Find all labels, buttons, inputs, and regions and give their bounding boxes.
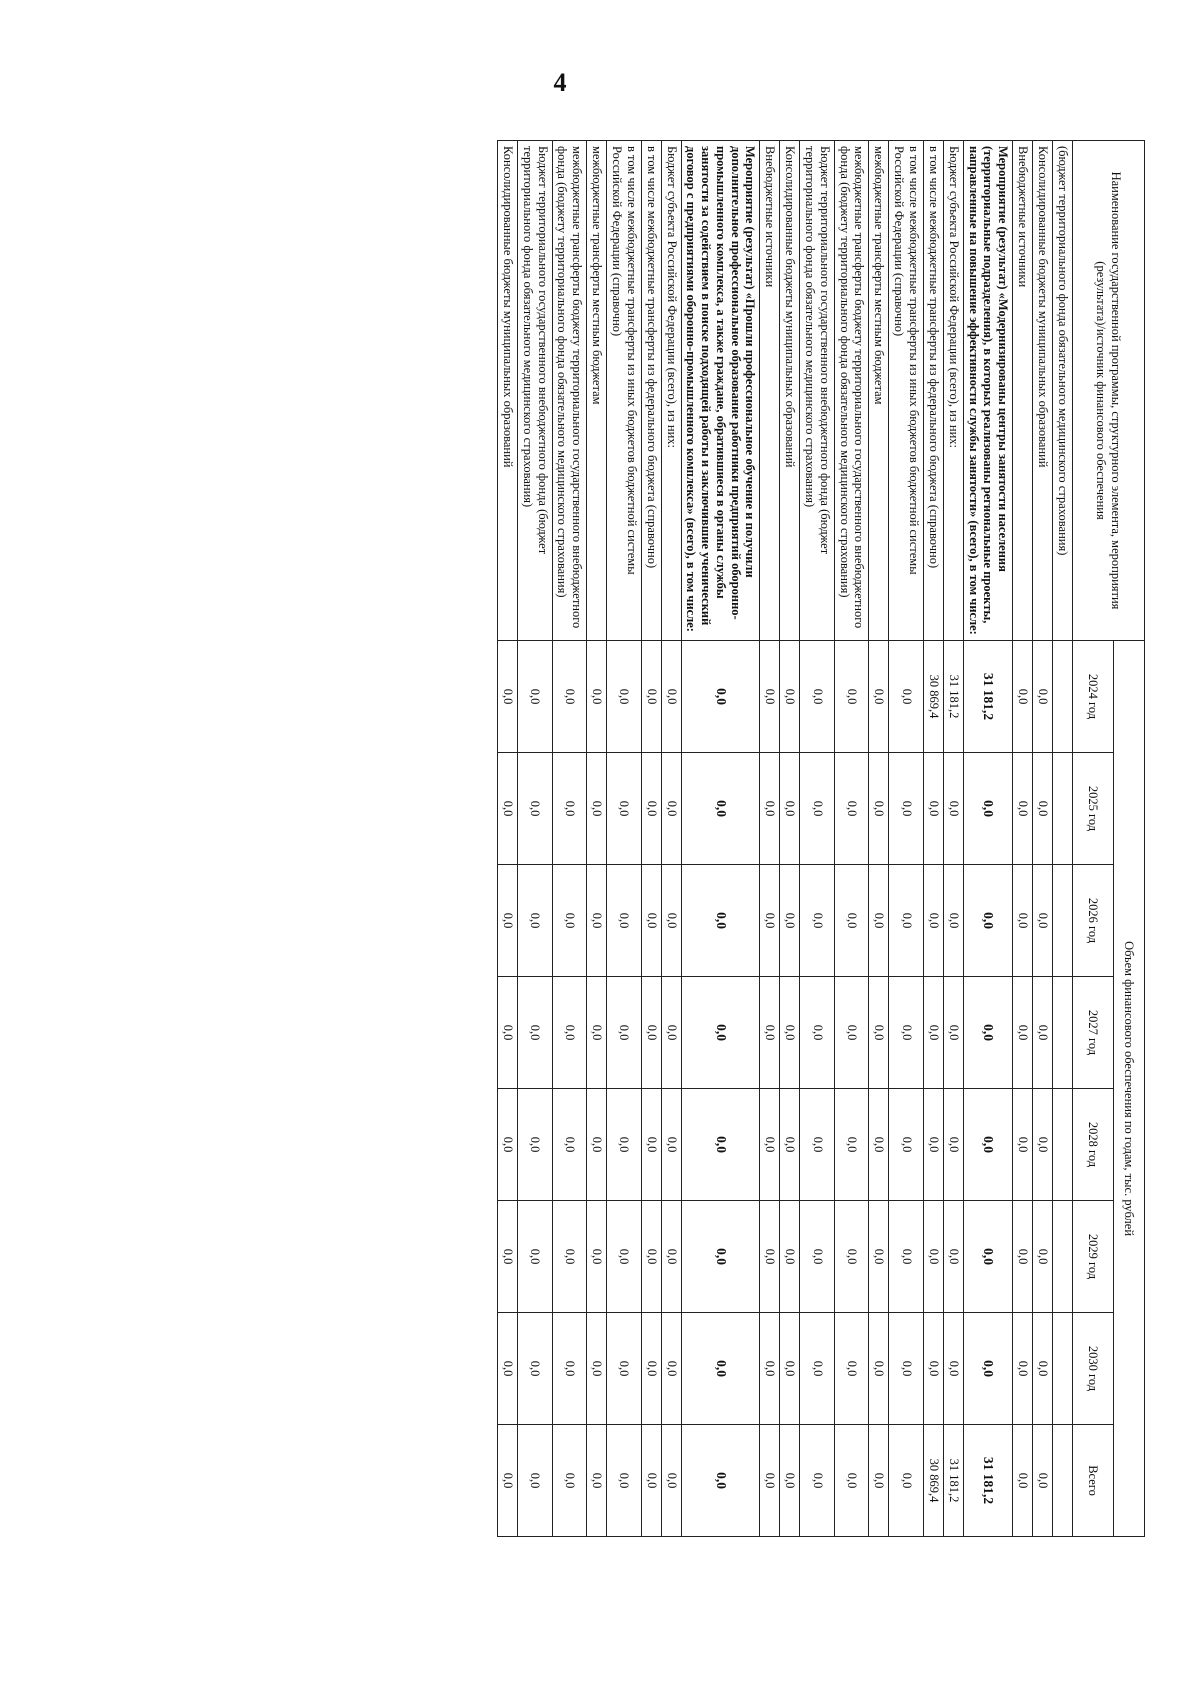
row-label: Мероприятие (результат) «Прошли профессиональное обучение и получили дополнительное профессиональное образование работники предприятий оборонно-промышленного комплекса, а также граждане, обратившиеся в органы службы занятости за содействием в поиске подходящей работы и заключившие ученический договор с предприятиями оборонно-промышленного комплекса» (всего), в том числе:	[681, 141, 760, 641]
row-label: (бюджет территориального фонда обязательного медицинского страхования)	[1053, 141, 1073, 641]
row-year-value: 0,0	[661, 753, 681, 865]
row-year-value	[1053, 977, 1073, 1089]
row-year-value: 0,0	[641, 641, 661, 753]
table-row	[1013, 141, 1033, 1537]
table-row	[760, 141, 780, 1537]
header-year: 2028 год	[1073, 1089, 1114, 1201]
row-year-value: 0,0	[641, 977, 661, 1089]
row-total-value: 0,0	[869, 1425, 889, 1537]
row-year-value: 0,0	[835, 641, 870, 753]
row-year-value: 0,0	[1033, 753, 1053, 865]
row-year-value	[1053, 1089, 1073, 1201]
row-year-value: 0,0	[835, 1201, 870, 1313]
row-year-value: 0,0	[869, 1089, 889, 1201]
row-label: межбюджетные трансферты бюджету территориального государственного внебюджетного фонда (бюджету территориального фонда обязательного медицинского страхования)	[552, 141, 587, 641]
table-row	[924, 141, 944, 1537]
row-total-value: 0,0	[607, 1425, 642, 1537]
row-label: межбюджетные трансферты местным бюджетам	[869, 141, 889, 641]
row-year-value: 0,0	[835, 753, 870, 865]
row-year-value: 0,0	[1013, 977, 1033, 1089]
row-year-value: 0,0	[641, 1089, 661, 1201]
table-row	[889, 141, 924, 1537]
table-row	[800, 141, 835, 1537]
row-total-value: 31 181,2	[964, 1425, 1013, 1537]
row-year-value: 0,0	[889, 1201, 924, 1313]
header-total: Всего	[1073, 1425, 1114, 1537]
row-year-value: 0,0	[835, 1089, 870, 1201]
row-year-value: 0,0	[780, 977, 800, 1089]
financing-table	[497, 140, 1145, 1537]
table-row	[780, 141, 800, 1537]
header-financing-group: Объем финансового обеспечения по годам, тыс. рублей	[1114, 641, 1145, 1537]
header-row-group	[1114, 141, 1145, 1537]
table-row	[641, 141, 661, 1537]
row-total-value: 0,0	[1033, 1425, 1053, 1537]
row-year-value: 0,0	[641, 753, 661, 865]
row-total-value: 0,0	[760, 1425, 780, 1537]
row-year-value: 0,0	[944, 1313, 964, 1425]
row-year-value: 0,0	[944, 753, 964, 865]
row-year-value: 0,0	[661, 1089, 681, 1201]
row-year-value: 0,0	[607, 1089, 642, 1201]
row-year-value: 0,0	[1033, 1313, 1053, 1425]
row-total-value: 0,0	[498, 1425, 518, 1537]
table-body	[498, 141, 1073, 1537]
row-year-value: 0,0	[661, 865, 681, 977]
page-number: 4	[553, 68, 567, 97]
row-label: Бюджет территориального государственного внебюджетного фонда (бюджет территориального фонда обязательного медицинского страхования)	[800, 141, 835, 641]
row-year-value: 0,0	[760, 977, 780, 1089]
row-total-value: 0,0	[661, 1425, 681, 1537]
row-year-value: 0,0	[1033, 977, 1053, 1089]
row-year-value: 0,0	[869, 641, 889, 753]
table-row	[944, 141, 964, 1537]
row-year-value: 0,0	[964, 1313, 1013, 1425]
row-year-value: 0,0	[587, 1313, 607, 1425]
row-total-value: 0,0	[641, 1425, 661, 1537]
row-year-value: 0,0	[835, 865, 870, 977]
row-year-value: 0,0	[607, 1201, 642, 1313]
row-year-value: 0,0	[800, 641, 835, 753]
row-year-value: 0,0	[800, 977, 835, 1089]
row-year-value	[1053, 1201, 1073, 1313]
row-total-value: 0,0	[835, 1425, 870, 1537]
row-label: межбюджетные трансферты местным бюджетам	[587, 141, 607, 641]
row-label: Мероприятие (результат) «Модернизированы центры занятости населения (территориальные подразделения), в которых реализованы региональные проекты, направленные на повышение эффективности службы занятости» (всего), в том числе:	[964, 141, 1013, 641]
row-year-value: 0,0	[552, 641, 587, 753]
row-year-value: 0,0	[552, 1313, 587, 1425]
row-year-value: 0,0	[760, 1089, 780, 1201]
table-row	[607, 141, 642, 1537]
row-year-value: 0,0	[641, 865, 661, 977]
row-label: в том числе межбюджетные трансферты из иных бюджетов бюджетной системы Российской Федерации (справочно)	[889, 141, 924, 641]
row-year-value: 0,0	[661, 1313, 681, 1425]
row-year-value: 0,0	[869, 977, 889, 1089]
row-year-value: 0,0	[800, 753, 835, 865]
header-year: 2029 год	[1073, 1201, 1114, 1313]
row-year-value: 0,0	[889, 753, 924, 865]
row-total-value: 0,0	[681, 1425, 760, 1537]
row-year-value	[1053, 641, 1073, 753]
row-year-value: 0,0	[835, 977, 870, 1089]
row-total-value: 30 869,4	[924, 1425, 944, 1537]
row-year-value: 0,0	[552, 977, 587, 1089]
row-total-value: 0,0	[780, 1425, 800, 1537]
row-year-value: 0,0	[760, 641, 780, 753]
row-year-value: 0,0	[498, 753, 518, 865]
row-year-value: 0,0	[924, 865, 944, 977]
row-year-value: 0,0	[518, 1313, 553, 1425]
row-year-value	[1053, 753, 1073, 865]
row-year-value	[1053, 865, 1073, 977]
row-year-value: 0,0	[587, 641, 607, 753]
row-year-value: 0,0	[869, 865, 889, 977]
row-year-value: 0,0	[869, 1313, 889, 1425]
row-year-value: 0,0	[835, 1313, 870, 1425]
row-year-value: 0,0	[869, 753, 889, 865]
row-label: Консолидированные бюджеты муниципальных образований	[780, 141, 800, 641]
table-row	[681, 141, 760, 1537]
row-label: Бюджет субъекта Российской Федерации (всего), из них:	[944, 141, 964, 641]
row-year-value: 0,0	[641, 1201, 661, 1313]
row-year-value: 0,0	[681, 977, 760, 1089]
row-year-value: 0,0	[964, 753, 1013, 865]
row-year-value: 0,0	[1013, 1201, 1033, 1313]
row-year-value: 0,0	[800, 1313, 835, 1425]
row-year-value: 0,0	[498, 1089, 518, 1201]
row-year-value: 0,0	[552, 1089, 587, 1201]
row-year-value: 0,0	[518, 1201, 553, 1313]
row-year-value: 0,0	[498, 865, 518, 977]
row-label: в том числе межбюджетные трансферты из федерального бюджета (справочно)	[924, 141, 944, 641]
row-label: Внебюджетные источники	[1013, 141, 1033, 641]
row-year-value: 0,0	[944, 1089, 964, 1201]
row-year-value: 0,0	[780, 1089, 800, 1201]
row-year-value: 0,0	[1033, 865, 1053, 977]
row-total-value: 0,0	[587, 1425, 607, 1537]
row-year-value	[1053, 1313, 1073, 1425]
row-year-value: 0,0	[518, 977, 553, 1089]
row-label: Консолидированные бюджеты муниципальных образований	[1033, 141, 1053, 641]
row-year-value: 0,0	[1013, 753, 1033, 865]
row-year-value: 0,0	[587, 1201, 607, 1313]
row-label: межбюджетные трансферты бюджету территориального государственного внебюджетного фонда (бюджету территориального фонда обязательного медицинского страхования)	[835, 141, 870, 641]
row-total-value	[1053, 1425, 1073, 1537]
row-year-value: 31 181,2	[944, 641, 964, 753]
row-total-value: 0,0	[1013, 1425, 1033, 1537]
row-year-value: 0,0	[944, 1201, 964, 1313]
row-year-value: 0,0	[760, 1313, 780, 1425]
row-year-value: 0,0	[1033, 641, 1053, 753]
row-year-value: 0,0	[1013, 1313, 1033, 1425]
row-year-value: 0,0	[681, 865, 760, 977]
row-label: Внебюджетные источники	[760, 141, 780, 641]
row-year-value: 0,0	[1013, 641, 1033, 753]
row-year-value: 0,0	[800, 865, 835, 977]
row-year-value: 0,0	[889, 641, 924, 753]
table-row	[964, 141, 1013, 1537]
row-year-value: 0,0	[681, 1089, 760, 1201]
row-year-value: 0,0	[587, 753, 607, 865]
row-year-value: 0,0	[780, 1313, 800, 1425]
row-year-value: 0,0	[681, 641, 760, 753]
header-year: 2030 год	[1073, 1313, 1114, 1425]
row-year-value: 30 869,4	[924, 641, 944, 753]
header-year: 2024 год	[1073, 641, 1114, 753]
row-year-value: 0,0	[760, 753, 780, 865]
header-year: 2026 год	[1073, 865, 1114, 977]
row-year-value: 0,0	[607, 641, 642, 753]
table-row	[661, 141, 681, 1537]
row-year-value: 0,0	[800, 1201, 835, 1313]
row-year-value: 0,0	[587, 1089, 607, 1201]
row-year-value: 0,0	[661, 977, 681, 1089]
row-year-value: 0,0	[780, 1201, 800, 1313]
row-year-value: 0,0	[681, 1201, 760, 1313]
row-year-value: 0,0	[889, 977, 924, 1089]
row-year-value: 0,0	[924, 1313, 944, 1425]
row-label: Бюджет субъекта Российской Федерации (всего), из них:	[661, 141, 681, 641]
rotated-table-container	[225, 140, 1145, 1536]
row-total-value: 0,0	[518, 1425, 553, 1537]
row-label: в том числе межбюджетные трансферты из федерального бюджета (справочно)	[641, 141, 661, 641]
row-year-value: 0,0	[780, 753, 800, 865]
row-year-value: 0,0	[800, 1089, 835, 1201]
row-year-value: 0,0	[780, 641, 800, 753]
header-year: 2027 год	[1073, 977, 1114, 1089]
row-year-value: 0,0	[889, 1089, 924, 1201]
row-year-value: 0,0	[498, 1201, 518, 1313]
row-year-value: 0,0	[518, 865, 553, 977]
table-row	[518, 141, 553, 1537]
row-year-value: 0,0	[760, 865, 780, 977]
row-year-value: 0,0	[944, 865, 964, 977]
row-year-value: 0,0	[498, 1313, 518, 1425]
row-year-value: 0,0	[889, 865, 924, 977]
table-row	[1053, 141, 1073, 1537]
row-year-value: 0,0	[552, 1201, 587, 1313]
row-year-value: 0,0	[587, 865, 607, 977]
row-year-value: 0,0	[1013, 865, 1033, 977]
row-year-value: 0,0	[661, 1201, 681, 1313]
row-year-value: 0,0	[661, 641, 681, 753]
row-year-value: 0,0	[518, 1089, 553, 1201]
row-year-value: 0,0	[1033, 1089, 1053, 1201]
row-label: Бюджет территориального государственного внебюджетного фонда (бюджет территориального фонда обязательного медицинского страхования)	[518, 141, 553, 641]
row-year-value: 0,0	[924, 1201, 944, 1313]
row-total-value: 31 181,2	[944, 1425, 964, 1537]
header-year: 2025 год	[1073, 753, 1114, 865]
row-label: Консолидированные бюджеты муниципальных образований	[498, 141, 518, 641]
row-total-value: 0,0	[800, 1425, 835, 1537]
row-year-value: 0,0	[924, 977, 944, 1089]
row-year-value: 0,0	[780, 865, 800, 977]
table-row	[835, 141, 870, 1537]
table-row	[498, 141, 518, 1537]
row-total-value: 0,0	[552, 1425, 587, 1537]
table-row	[587, 141, 607, 1537]
row-year-value: 0,0	[944, 977, 964, 1089]
row-year-value: 0,0	[964, 1201, 1013, 1313]
row-year-value: 0,0	[607, 753, 642, 865]
row-year-value: 0,0	[641, 1313, 661, 1425]
row-year-value: 0,0	[552, 865, 587, 977]
row-year-value: 0,0	[760, 1201, 780, 1313]
row-year-value: 31 181,2	[964, 641, 1013, 753]
row-year-value: 0,0	[607, 865, 642, 977]
row-year-value: 0,0	[498, 641, 518, 753]
header-name-column: Наименование государственной программы, структурного элемента, мероприятия (результата)/источник финансового обеспечения	[1073, 141, 1145, 641]
row-year-value: 0,0	[607, 977, 642, 1089]
row-year-value: 0,0	[869, 1201, 889, 1313]
row-total-value: 0,0	[889, 1425, 924, 1537]
row-year-value: 0,0	[924, 1089, 944, 1201]
row-year-value: 0,0	[964, 977, 1013, 1089]
row-year-value: 0,0	[552, 753, 587, 865]
row-year-value: 0,0	[681, 1313, 760, 1425]
row-year-value: 0,0	[518, 641, 553, 753]
row-year-value: 0,0	[889, 1313, 924, 1425]
table-row	[869, 141, 889, 1537]
row-label: в том числе межбюджетные трансферты из иных бюджетов бюджетной системы Российской Федерации (справочно)	[607, 141, 642, 641]
table-row	[1033, 141, 1053, 1537]
table-row	[552, 141, 587, 1537]
row-year-value: 0,0	[498, 977, 518, 1089]
row-year-value: 0,0	[681, 753, 760, 865]
row-year-value: 0,0	[587, 977, 607, 1089]
row-year-value: 0,0	[924, 753, 944, 865]
row-year-value: 0,0	[964, 865, 1013, 977]
row-year-value: 0,0	[518, 753, 553, 865]
row-year-value: 0,0	[607, 1313, 642, 1425]
row-year-value: 0,0	[1033, 1201, 1053, 1313]
row-year-value: 0,0	[964, 1089, 1013, 1201]
row-year-value: 0,0	[1013, 1089, 1033, 1201]
